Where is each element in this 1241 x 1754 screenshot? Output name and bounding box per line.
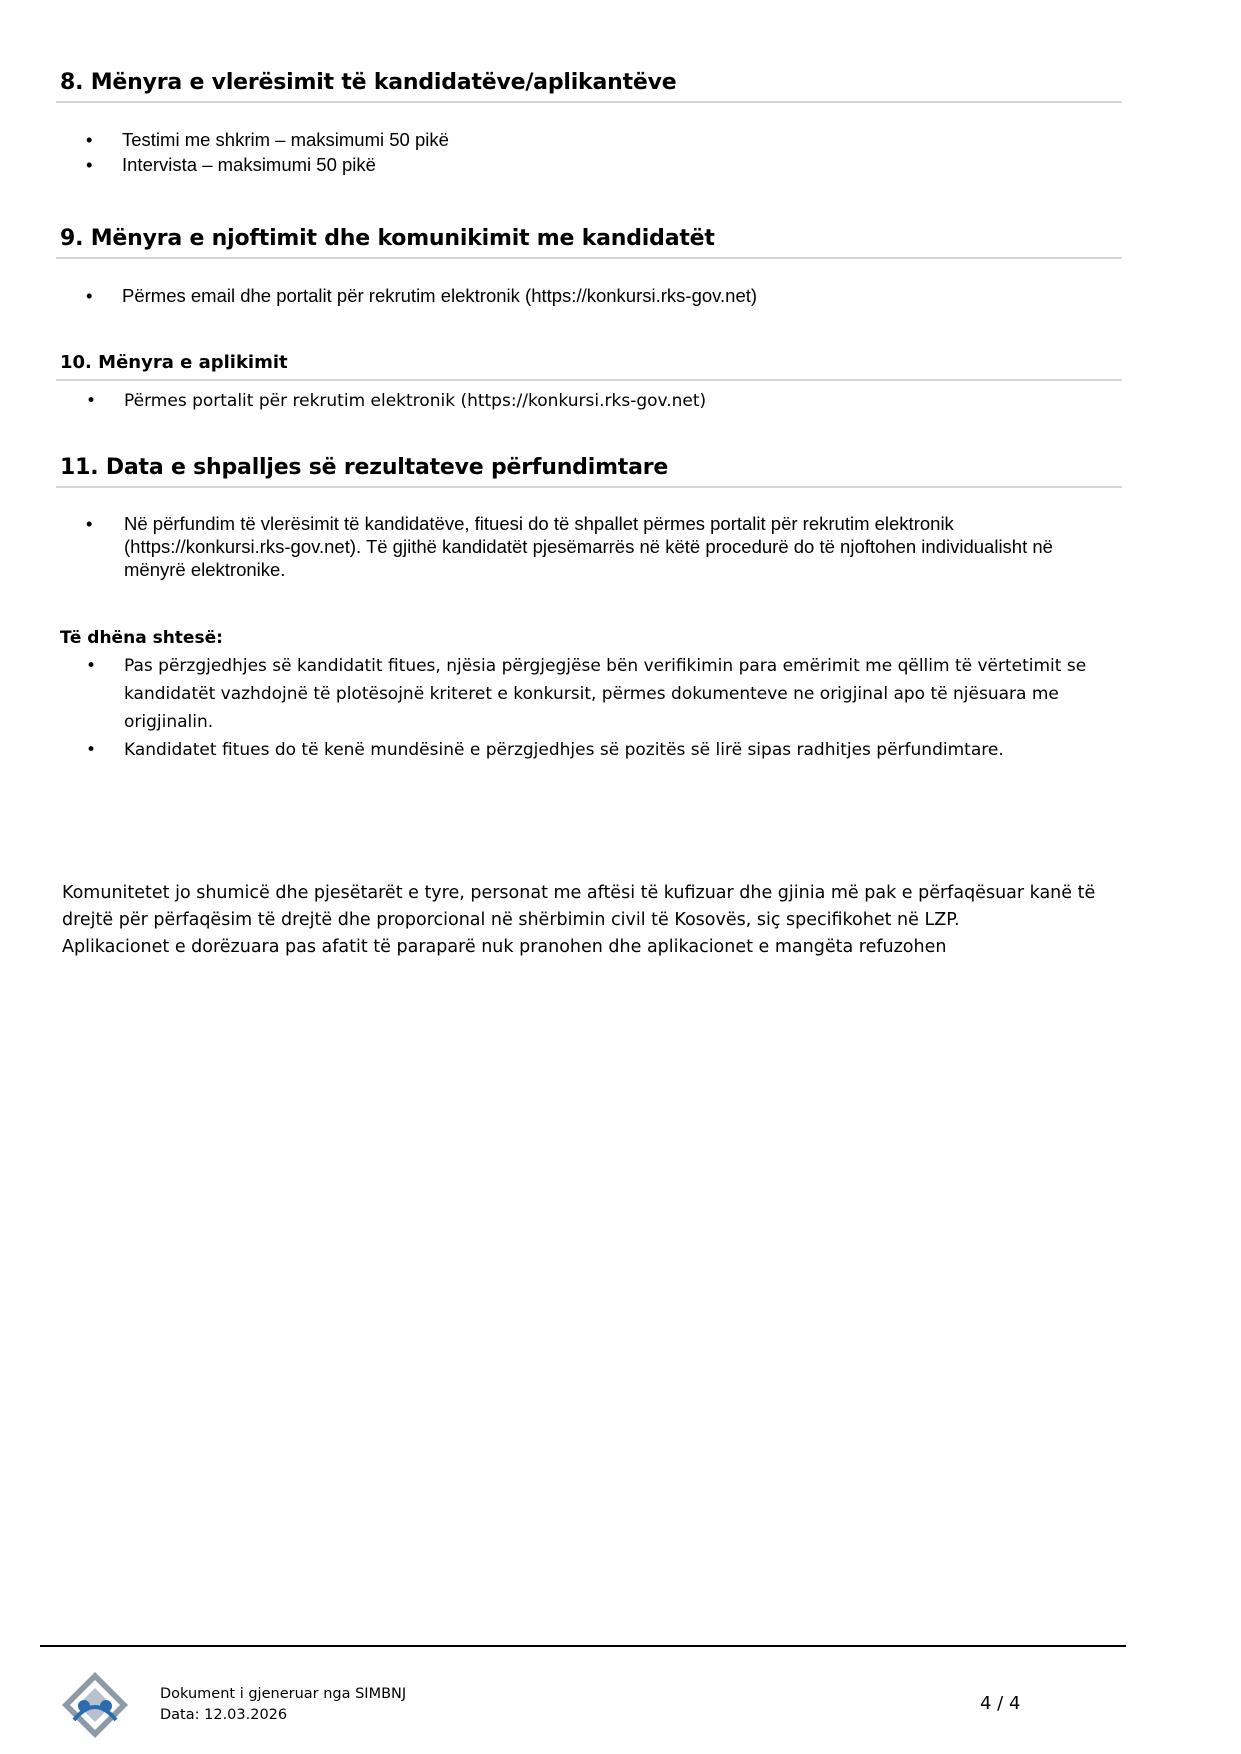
section-8-list xyxy=(56,127,1122,177)
section-10-title: 10. Mënyra e aplikimit xyxy=(60,352,288,373)
section-9-list xyxy=(56,283,1122,308)
section-10-list xyxy=(56,387,1122,415)
additional-info-list xyxy=(56,652,1116,764)
section-notification xyxy=(56,226,1122,308)
section-divider xyxy=(56,101,1122,103)
section-11-title: 11. Data e shpalljes së rezultateve përfundimtare xyxy=(60,455,669,480)
section-9-title: 9. Mënyra e njoftimit dhe komunikimit me kandidatët xyxy=(60,226,715,251)
closing-note xyxy=(56,880,1122,961)
section-divider xyxy=(56,257,1122,259)
list-item: • Përmes email dhe portalit për rekrutim elektronik (https://konkursi.rks-gov.net) xyxy=(56,283,1122,308)
simbnj-logo-icon xyxy=(60,1670,130,1740)
list-item: • Kandidatet fitues do të kenë mundësinë e përzgjedhjes së pozitës së lirë sipas radhitjes përfundimtare. xyxy=(56,736,1116,764)
list-item: • Përmes portalit për rekrutim elektronik (https://konkursi.rks-gov.net) xyxy=(56,387,1122,415)
section-application xyxy=(56,352,1122,415)
section-8-title: 8. Mënyra e vlerësimit të kandidatëve/aplikantëve xyxy=(60,70,677,95)
footer-generated-by: Dokument i gjeneruar nga SIMBNJ xyxy=(160,1686,407,1702)
section-divider xyxy=(56,379,1122,381)
section-evaluation xyxy=(56,70,1122,177)
list-item: • Intervista – maksimumi 50 pikë xyxy=(56,152,1122,177)
section-results-date xyxy=(56,455,1122,581)
section-additional-info xyxy=(56,628,1122,764)
list-item: • Pas përzgjedhjes së kandidatit fitues, njësia përgjegjëse bën verifikimin para emërimit me qëllim të vërtetimit se kandidatët vazhdojnë të plotësojnë kriteret e konkursit, përmes dokumenteve ne origjinal apo të njësuara me origjinalin. xyxy=(56,652,1116,736)
footer-date: Data: 12.03.2026 xyxy=(160,1707,288,1723)
note-paragraph: Komunitetet jo shumicë dhe pjesëtarët e tyre, personat me aftësi të kufizuar dhe gjinia më pak e përfaqësuar kanë të drejtë për përfaqësim të drejtë dhe proporcional në shërbimin civil të Kosovës, siç specifikohet në LZP. xyxy=(62,883,1096,930)
section-divider xyxy=(56,486,1122,488)
note-paragraph: Aplikacionet e dorëzuara pas afatit të paraparë nuk pranohen dhe aplikacionet e mangëta refuzohen xyxy=(62,937,947,957)
section-11-list xyxy=(56,512,1066,581)
list-item: • Testimi me shkrim – maksimumi 50 pikë xyxy=(56,127,1122,152)
page-number: 4 / 4 xyxy=(980,1693,1021,1714)
footer-divider xyxy=(40,1645,1126,1647)
footer-meta xyxy=(160,1684,406,1726)
additional-info-title: Të dhëna shtesë: xyxy=(60,628,223,648)
list-item: • Në përfundim të vlerësimit të kandidatëve, fituesi do të shpallet përmes portalit për rekrutim elektronik (https://konkursi.rks-gov.net). Të gjithë kandidatët pjesëmarrës në këtë procedurë do të njoftohen individualisht në mënyrë elektronike. xyxy=(56,512,1066,581)
